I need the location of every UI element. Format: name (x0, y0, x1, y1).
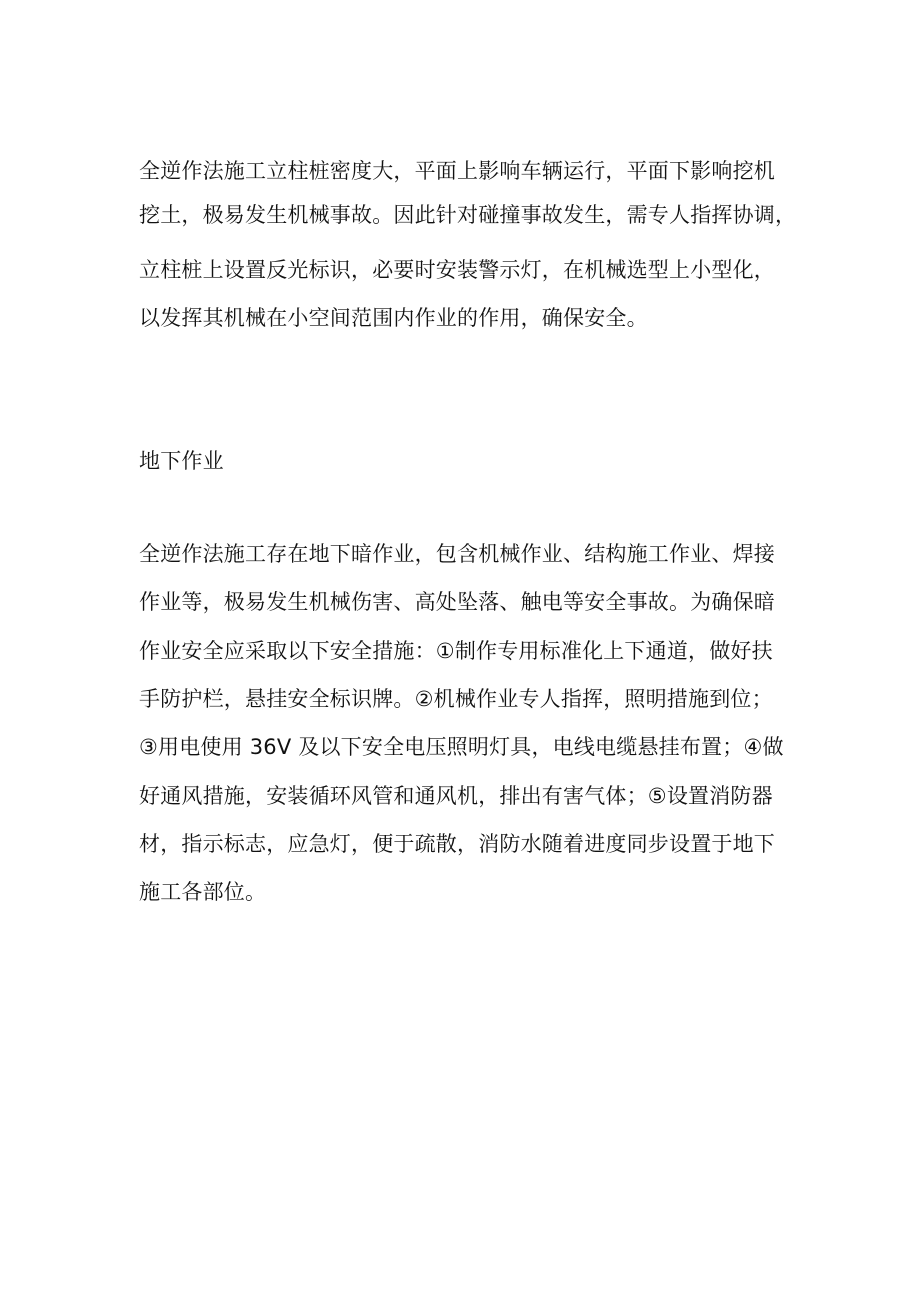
paragraph-2-line-7: 材，指示标志，应急灯，便于疏散，消防水随着进度同步设置于地下 (139, 832, 775, 856)
section-heading: 地下作业 (139, 449, 224, 473)
paragraph-1-line-1: 全逆作法施工立柱桩密度大，平面上影响车辆运行，平面下影响挖机 (139, 159, 775, 183)
paragraph-1-line-3: 立柱桩上设置反光标识，必要时安装警示灯，在机械选型上小型化， (139, 258, 775, 282)
paragraph-2-line-8: 施工各部位。 (139, 880, 267, 904)
paragraph-2-line-1: 全逆作法施工存在地下暗作业，包含机械作业、结构施工作业、焊接 (139, 542, 775, 566)
paragraph-2-line-3: 作业安全应采取以下安全措施：①制作专用标准化上下通道，做好扶 (139, 639, 773, 663)
paragraph-2-line-6: 好通风措施，安装循环风管和通风机，排出有害气体；⑤设置消防器 (139, 784, 773, 808)
paragraph-2-line-4: 手防护栏，悬挂安全标识牌。②机械作业专人指挥，照明措施到位； (139, 687, 773, 711)
paragraph-2-line-2: 作业等，极易发生机械伤害、高处坠落、触电等安全事故。为确保暗 (139, 590, 775, 614)
paragraph-1-line-4: 以发挥其机械在小空间范围内作业的作用，确保安全。 (139, 306, 648, 330)
paragraph-2-line-5: ③用电使用 36V 及以下安全电压照明灯具，电线电缆悬挂布置；④做 (139, 735, 784, 759)
paragraph-1-line-2: 挖土，极易发生机械事故。因此针对碰撞事故发生，需专人指挥协调， (139, 203, 797, 227)
